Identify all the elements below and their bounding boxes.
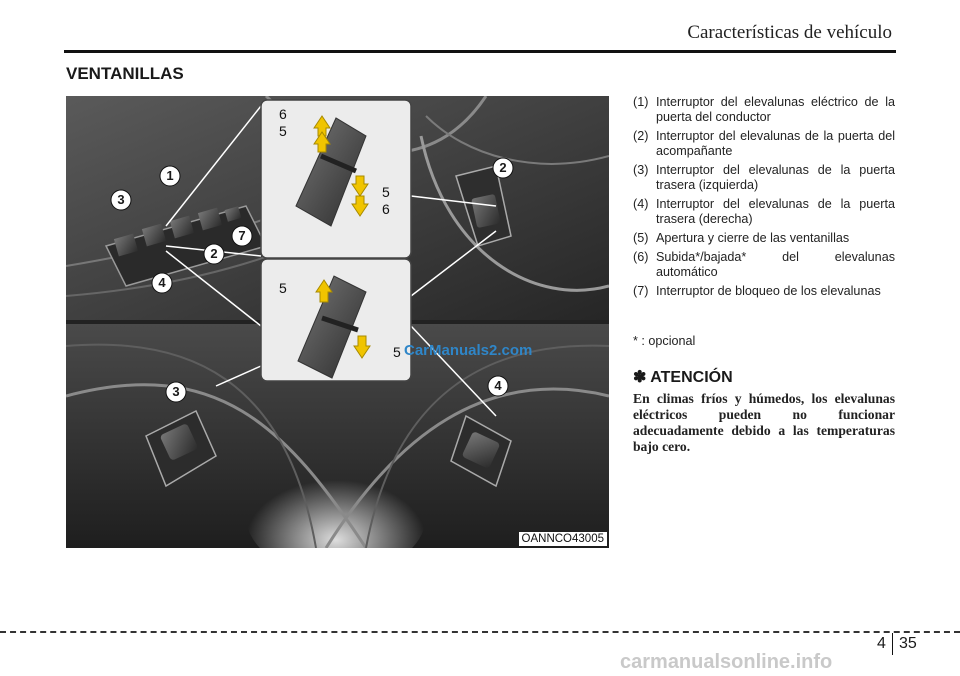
page-header-title: Características de vehículo bbox=[687, 22, 892, 43]
legend-item-2 bbox=[633, 129, 895, 159]
legend-text: Subida*/bajada* del elevalunas automático bbox=[656, 250, 895, 279]
chapter-number: 4 bbox=[877, 635, 886, 652]
legend-item-3 bbox=[633, 163, 895, 193]
legend-item-6 bbox=[633, 250, 895, 280]
caution-heading bbox=[633, 367, 733, 387]
legend-text: Apertura y cierre de las ventanillas bbox=[656, 231, 850, 245]
inset2-label-5-top: 5 bbox=[279, 280, 287, 296]
page-number: 35 bbox=[899, 635, 917, 652]
legend-num: (7) bbox=[633, 284, 649, 298]
legend-text: Interruptor del elevalunas de la puerta trasera (derecha) bbox=[656, 197, 895, 226]
callout-2-driver: 2 bbox=[210, 246, 218, 261]
callout-3-rear: 3 bbox=[172, 384, 180, 399]
window-switch-illustration bbox=[66, 96, 609, 548]
footnote: * : opcional bbox=[633, 334, 696, 348]
legend-list bbox=[633, 95, 895, 303]
legend-num: (4) bbox=[633, 197, 649, 211]
callout-4-rear: 4 bbox=[494, 378, 502, 393]
legend-item-4 bbox=[633, 197, 895, 227]
figure-code: OANNCO43005 bbox=[519, 532, 607, 546]
legend-text: Interruptor del elevalunas de la puerta trasera (izquierda) bbox=[656, 163, 895, 192]
legend-num: (5) bbox=[633, 231, 649, 245]
legend-num: (6) bbox=[633, 250, 649, 264]
inset-label-5-top: 5 bbox=[279, 123, 287, 139]
watermark: CarManuals2.com bbox=[404, 342, 533, 359]
footer-divider bbox=[0, 631, 960, 633]
legend-text: Interruptor de bloqueo de los elevalunas bbox=[656, 284, 881, 298]
legend-item-7 bbox=[633, 284, 895, 299]
legend-num: (3) bbox=[633, 163, 649, 177]
legend-item-1 bbox=[633, 95, 895, 125]
illustration-svg bbox=[66, 96, 609, 548]
legend-text: Interruptor del elevalunas de la puerta del acompañante bbox=[656, 129, 895, 158]
inset2-label-5-bottom: 5 bbox=[393, 344, 401, 360]
header-rule bbox=[64, 50, 896, 53]
caution-title: ATENCIÓN bbox=[650, 369, 733, 386]
inset-label-5-bottom: 5 bbox=[382, 184, 390, 200]
legend-num: (2) bbox=[633, 129, 649, 143]
callout-4: 4 bbox=[158, 275, 166, 290]
inset-label-6-top: 6 bbox=[279, 106, 287, 122]
inset-label-6-bottom: 6 bbox=[382, 201, 390, 217]
legend-text: Interruptor del elevalunas eléctrico de la puerta del conductor bbox=[656, 95, 895, 124]
legend-num: (1) bbox=[633, 95, 649, 109]
caution-body: En climas fríos y húmedos, los elevalunas eléctricos pueden no funcionar adecuadamente debido a las temperaturas bajo cero. bbox=[633, 391, 895, 454]
section-heading: VENTANILLAS bbox=[66, 64, 184, 83]
page-number-separator bbox=[892, 633, 893, 655]
callout-3: 3 bbox=[117, 192, 125, 207]
footer-watermark: carmanualsonline.info bbox=[620, 651, 833, 673]
asterisk-icon: ✽ bbox=[633, 369, 647, 386]
callout-1: 1 bbox=[166, 168, 174, 183]
callout-7: 7 bbox=[238, 228, 246, 243]
legend-item-5 bbox=[633, 231, 895, 246]
callout-2: 2 bbox=[499, 160, 507, 175]
